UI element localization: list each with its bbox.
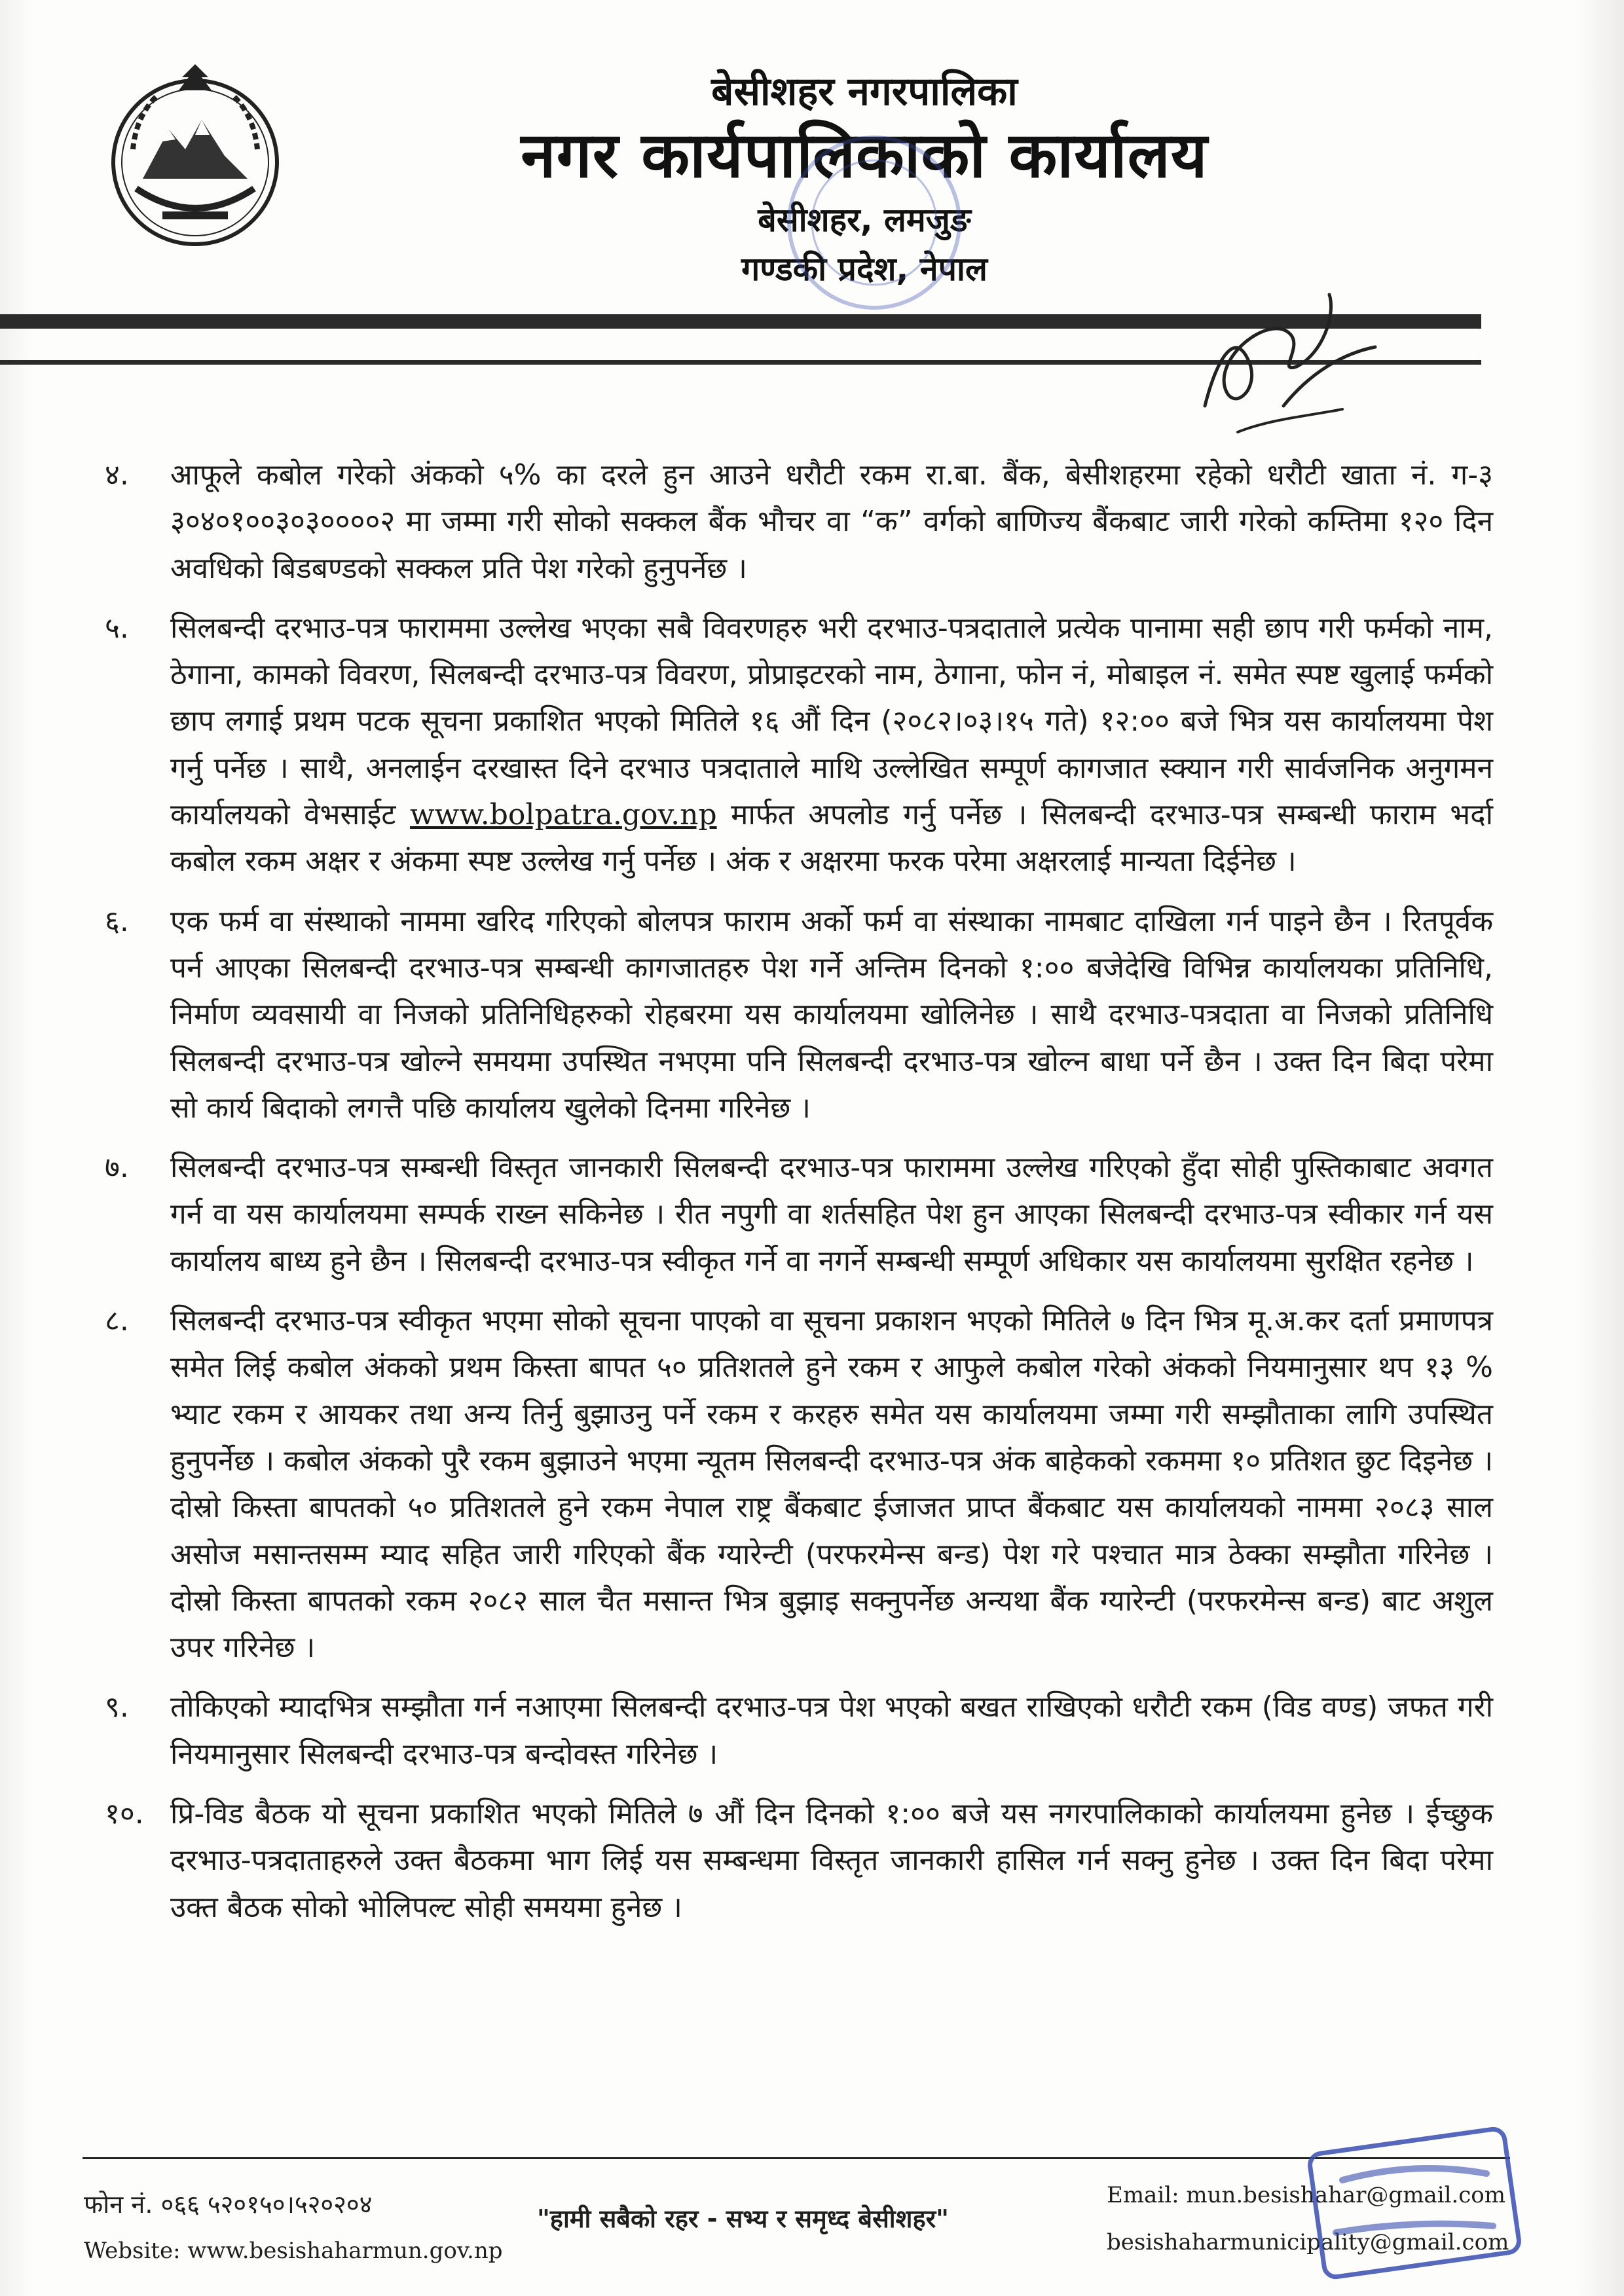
clause-text: प्रि-विड बैठक यो सूचना प्रकाशित भएको मितिले ७ औं दिन दिनको १:०० बजे यस नगरपालिकाको कार्यालयमा हुनेछ । ईच्छुक दरभाउ-पत्रदाताहरुले उक्त बैठकमा भाग लिई यस सम्बन्धमा विस्तृत जानकारी हासिल गर्न सक्नु हुनेछ । उक्त दिन बिदा परेमा उक्त बैठक सोको भोलिपल्ट सोही समयमा हुनेछ । <box>170 1797 1493 1924</box>
official-seal-stamp <box>1303 2121 1526 2285</box>
office-location: बेसीशहर, लमजुङ <box>758 201 971 239</box>
notice-body <box>92 452 1493 1944</box>
clause-text-continued: मार्फत अपलोड गर्नु पर्नेछ । सिलबन्दी दरभाउ-पत्र सम्बन्धी फाराम भर्दा कबोल रकम अक्षर र अंकमा स्पष्ट उल्लेख गर्नु पर्नेछ । अंक र अक्षरमा फरक परेमा अक्षरलाई मान्यता दिईनेछ । <box>170 798 1493 879</box>
clause-text: तोकिएको म्यादभित्र सम्झौता गर्न नआएमा सिलबन्दी दरभाउ-पत्र पेश भएको बखत राखिएको धरौटी रकम (विड वण्ड) जफत गरी नियमानुसार सिलबन्दी दरभाउ-पत्र बन्दोवस्त गरिनेछ । <box>170 1690 1493 1771</box>
footer-email-primary[interactable]: Email: mun.besishahar@gmail.com <box>1107 2182 1506 2208</box>
clause-text: सिलबन्दी दरभाउ-पत्र फाराममा उल्लेख भएका सबै विवरणहरु भरी दरभाउ-पत्रदाताले प्रत्येक पानामा सही छाप गरी फर्मको नाम, ठेगाना, कामको विवरण, सिलबन्दी दरभाउ-पत्र विवरण, प्रोप्राइटरको नाम, ठेगाना, फोन नं, मोबाइल नं. समेत स्पष्ट खुलाई फर्मको छाप लगाई प्रथम पटक सूचना प्रकाशित भएको मितिले १६ औं दिन (२०८२।०३।१५ गते) १२:०० बजे भित्र यस कार्यालयमा पेश गर्नु पर्नेछ । साथै, अनलाईन दरखास्त दिने दरभाउ पत्रदाताले माथि उल्लेखित सम्पूर्ण कागजात स्क्यान गरी सार्वजनिक अनुगमन कार्यालयको वेभसाईट <box>170 611 1493 832</box>
clause-number: ९. <box>105 1690 129 1724</box>
clause-5 <box>92 605 1493 885</box>
office-province: गण्डकी प्रदेश, नेपाल <box>741 250 987 288</box>
clause-4 <box>92 452 1493 592</box>
clause-number: ८. <box>105 1304 129 1338</box>
clause-number: १०. <box>105 1797 144 1831</box>
office-stamp-faint <box>766 124 982 321</box>
clause-number: ४. <box>105 458 129 492</box>
clause-text: आफूले कबोल गरेको अंकको ५% का दरले हुन आउने धरौटी रकम रा.बा. बैंक, बेसीशहरमा रहेको धरौटी खाता नं. ग-३ ३०४०१००३०३००००२ मा जम्मा गरी सोको सक्कल बैंक भौचर वा “क” वर्गको बाणिज्य बैंकबाट जारी गरेको कम्तिमा १२० दिन अवधिको बिडबण्डको सक्कल प्रति पेश गरेको हुनुपर्नेछ । <box>170 458 1493 585</box>
footer-rule <box>83 2157 1510 2159</box>
clause-6 <box>92 898 1493 1131</box>
footer-phone: फोन नं. ०६६ ५२०१५०।५२०२०४ <box>84 2190 373 2219</box>
bolpatra-link[interactable]: www.bolpatra.gov.np <box>410 798 717 832</box>
clause-8 <box>92 1298 1493 1671</box>
clause-9 <box>92 1684 1493 1777</box>
clause-text: एक फर्म वा संस्थाको नाममा खरिद गरिएको बोलपत्र फाराम अर्को फर्म वा संस्थाका नामबाट दाखिला गर्न पाइने छैन । रितपूर्वक पर्न आएका सिलबन्दी दरभाउ-पत्र सम्बन्धी कागजातहरु पेश गर्ने अन्तिम दिनको १:०० बजेदेखि विभिन्न कार्यालयका प्रतिनिधि, निर्माण व्यवसायी वा निजको प्रतिनिधिहरुको रोहबरमा यस कार्यालयमा खोलिनेछ । साथै दरभाउ-पत्रदाता वा निजको प्रतिनिधि सिलबन्दी दरभाउ-पत्र खोल्ने समयमा उपस्थित नभएमा पनि सिलबन्दी दरभाउ-पत्र खोल्न बाधा पर्ने छैन । उक्त दिन बिदा परेमा सो कार्य बिदाको लगत्तै पछि कार्यालय खुलेको दिनमा गरिनेछ । <box>170 904 1493 1125</box>
clause-number: ६. <box>105 904 129 938</box>
municipality-name: बेसीशहर नगरपालिका <box>711 69 1018 115</box>
handwritten-signature <box>1179 275 1401 445</box>
footer-slogan: "हामी सबैको रहर - सभ्य र समृध्द बेसीशहर" <box>537 2204 949 2233</box>
clause-text: सिलबन्दी दरभाउ-पत्र स्वीकृत भएमा सोको सूचना पाएको वा सूचना प्रकाशन भएको मितिले ७ दिन भित्र मू.अ.कर दर्ता प्रमाणपत्र समेत लिई कबोल अंकको प्रथम किस्ता बापत ५० प्रतिशतले हुने रकम र आफुले कबोल गरेको अंकको नियमानुसार थप १३ % भ्याट रकम र आयकर तथा अन्य तिर्नु बुझाउनु पर्ने रकम र करहरु समेत यस कार्यालयमा जम्मा गरी सम्झौताका लागि उपस्थित हुनुपर्नेछ । कबोल अंकको पुरै रकम बुझाउने भएमा न्यूतम सिलबन्दी दरभाउ-पत्र अंक बाहेकको रकममा १० प्रतिशत छुट दिइनेछ । दोस्रो किस्ता बापतको ५० प्रतिशतले हुने रकम नेपाल राष्ट्र बैंकबाट ईजाजत प्राप्त बैंकबाट यस कार्यालयको नाममा २०८३ साल असोज मसान्तसम्म म्याद सहित जारी गरिएको बैंक ग्यारेन्टी (परफरमेन्स बन्ड) पेश गरे पश्चात मात्र ठेक्का सम्झौता गरिनेछ । दोस्रो किस्ता बापतको रकम २०८२ साल चैत मसान्त भित्र बुझाइ सक्नुपर्नेछ अन्यथा बैंक ग्यारेन्टी (परफरमेन्स बन्ड) बाट अशुल उपर गरिनेछ । <box>170 1304 1493 1665</box>
office-title: नगर कार्यपालिकाको कार्यालय <box>521 118 1208 192</box>
clause-10 <box>92 1791 1493 1931</box>
clause-number: ५. <box>105 611 129 645</box>
footer-website[interactable]: Website: www.besishaharmun.gov.np <box>84 2238 503 2264</box>
clause-text: सिलबन्दी दरभाउ-पत्र सम्बन्धी विस्तृत जानकारी सिलबन्दी दरभाउ-पत्र फाराममा उल्लेख गरिएको हुँदा सोही पुस्तिकाबाट अवगत गर्न वा यस कार्यालयमा सम्पर्क राख्न सकिनेछ । रीत नपुगी वा शर्तसहित पेश हुन आएका सिलबन्दी दरभाउ-पत्र स्वीकार गर्न यस कार्यालय बाध्य हुने छैन । सिलबन्दी दरभाउ-पत्र स्वीकृत गर्ने वा नगर्ने सम्बन्धी सम्पूर्ण अधिकार यस कार्यालयमा सुरक्षित रहनेछ । <box>170 1151 1493 1278</box>
footer-email-secondary[interactable]: besishaharmunicipality@gmail.com <box>1107 2229 1509 2255</box>
clause-7 <box>92 1144 1493 1285</box>
clause-number: ७. <box>105 1151 129 1185</box>
